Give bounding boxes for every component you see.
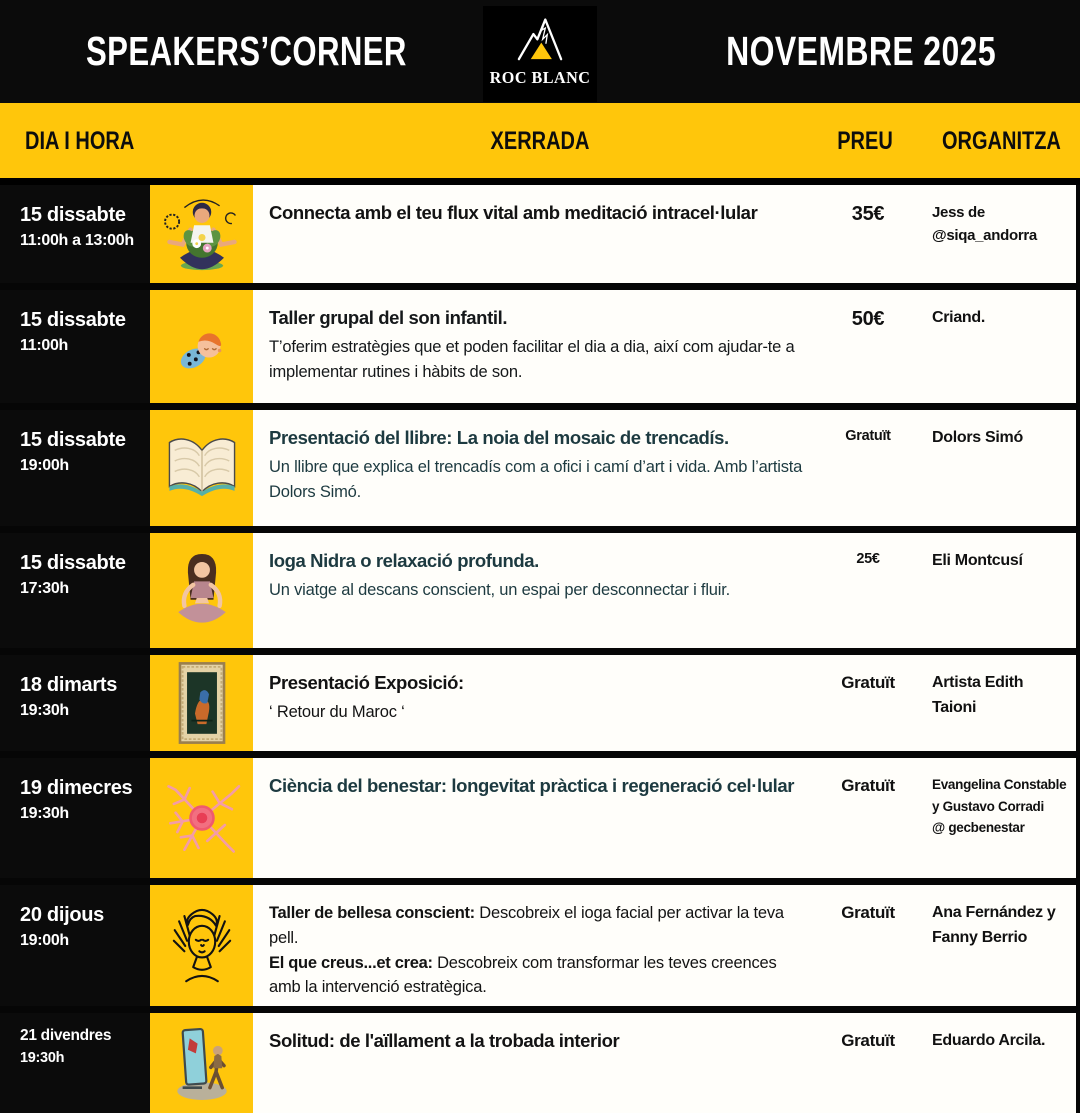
event-day: 18 dimarts [20,674,118,696]
price-cell: 50€ [851,308,885,330]
event-time: 11:00h a 13:00h [20,232,134,249]
organizer-cell [918,901,1076,1006]
icon-cell [150,655,253,751]
column-preu: PREU [837,127,893,155]
icon-cell [150,758,253,878]
day-cell [0,758,150,878]
price-cell: 35€ [851,203,885,225]
yoga-lotus-icon [158,547,246,635]
schedule-rows [0,185,1080,1113]
event-description: T’oferim estratègies que et poden facilitar el dia a dia, així com ajudar-te a implementar rutines i hàbits de son. [269,337,795,381]
event-time: 19:30h [20,805,69,822]
day-cell [0,655,150,751]
mountain-logo-icon [507,8,573,68]
table-row [0,533,1076,648]
organizer-cell [918,426,1076,526]
organizer-line: Dolors Simó [932,429,1023,446]
facial-massage-icon [158,902,246,990]
talk-cell [253,201,818,283]
event-day: 15 dissabte [20,429,126,451]
meditation-flowers-icon [158,190,246,278]
table-row [0,1013,1076,1113]
page-header [0,0,1080,103]
column-xerrada: XERRADA [490,127,590,155]
row-body [253,885,1076,1006]
event-time: 19:30h [20,702,69,719]
column-organitza: ORGANITZA [942,127,1061,155]
sleeping-child-moon-icon [158,303,246,391]
talk-cell [253,774,818,878]
event-day: 20 dijous [20,904,104,926]
price-cell: Gratuït [841,673,895,692]
organizer-line: Evangelina Constable [932,777,1067,792]
day-cell [0,185,150,283]
icon-cell [150,885,253,1006]
row-body [253,185,1076,283]
event-title: Presentació Exposició: [269,672,464,693]
price-cell: Gratuït [841,1031,895,1050]
table-row [0,758,1076,878]
price-cell: Gratuït [841,903,895,922]
row-body [253,1013,1076,1113]
organizer-line: Eli Montcusí [932,552,1023,569]
talk-cell [253,671,818,751]
event-description: El que creus...et crea: Descobreix com transformar les teves creences amb la intervenció estratègica. [269,953,777,997]
organizer-line: Taioni [932,698,977,716]
event-day: 15 dissabte [20,309,126,331]
icon-cell [150,1013,253,1113]
table-row [0,185,1076,283]
organizer-line: y Gustavo Corradi [932,798,1044,814]
event-day: 15 dissabte [20,204,126,226]
organizer-cell [918,774,1076,878]
neuron-icon [158,774,246,862]
table-row [0,410,1076,526]
organizer-line: @ gecbenestar [932,820,1025,836]
organizer-line: Fanny Berrio [932,928,1028,946]
event-time: 19:30h [20,1050,65,1066]
table-header [0,103,1080,185]
organizer-cell [918,1029,1076,1113]
event-time: 17:30h [20,580,69,597]
event-time: 19:00h [20,457,69,474]
organizer-cell [918,549,1076,648]
organizer-line: Criand. [932,309,986,326]
open-book-icon [158,424,246,512]
row-body [253,533,1076,648]
column-day-hora: DIA I HORA [25,127,135,155]
talk-cell [253,901,818,1006]
price-cell: Gratuït [845,428,891,444]
event-day: 15 dissabte [20,552,126,574]
event-day: 21 divendres [20,1027,112,1044]
talk-cell [253,549,818,648]
organizer-line: @siqa_andorra [932,227,1037,245]
talk-cell [253,426,818,526]
organizer-cell [918,671,1076,751]
event-title: Solitud: de l'aïllament a la trobada interior [269,1030,620,1051]
row-body [253,655,1076,751]
icon-cell [150,290,253,403]
table-row [0,655,1076,751]
event-title: Connecta amb el teu flux vital amb meditació intracel·lular [269,202,758,223]
page-title: SPEAKERS’CORNER [86,28,407,74]
event-description: ‘ Retour du Maroc ‘ [269,702,405,721]
event-title: Ioga Nidra o relaxació profunda. [269,550,539,571]
event-title: Ciència del benestar: longevitat pràctica i regeneració cel·lular [269,775,795,796]
day-cell [0,410,150,526]
day-cell [0,533,150,648]
event-description: Taller de bellesa conscient: Descobreix el ioga facial per activar la teva pell. [269,904,784,947]
organizer-cell [918,201,1076,283]
event-time: 11:00h [20,337,69,354]
day-cell [0,885,150,1006]
day-cell [0,290,150,403]
row-body [253,290,1076,403]
icon-cell [150,410,253,526]
event-title: Presentació del llibre: La noia del mosaic de trencadís. [269,427,729,448]
event-day: 19 dimecres [20,777,133,799]
organizer-line: Artista Edith [932,674,1024,691]
organizer-line: Eduardo Arcila. [932,1032,1046,1049]
month-title: NOVEMBRE 2025 [726,28,996,74]
icon-cell [150,533,253,648]
mirror-person-icon [158,1019,246,1107]
day-cell [0,1013,150,1113]
talk-cell [253,1029,818,1113]
table-row [0,885,1076,1006]
row-body [253,410,1076,526]
price-cell: Gratuït [841,776,895,795]
price-cell: 25€ [856,551,880,567]
organizer-line: Jess de [932,204,985,221]
event-description: Un viatge al descans conscient, un espai per desconnectar i fluir. [269,580,730,599]
rocblanc-logo [483,6,597,102]
framed-painting-icon [158,659,246,747]
organizer-line: Ana Fernández y [932,904,1056,921]
table-row [0,290,1076,403]
row-body [253,758,1076,878]
event-time: 19:00h [20,932,69,949]
event-description: Un llibre que explica el trencadís com a ofici i camí d’art i vida. Amb l’artista Dolors Simó. [269,457,803,501]
organizer-cell [918,306,1076,403]
event-title: Taller grupal del son infantil. [269,307,508,328]
talk-cell [253,306,818,403]
logo-wordmark: ROC BLANC [489,68,591,87]
icon-cell [150,185,253,283]
